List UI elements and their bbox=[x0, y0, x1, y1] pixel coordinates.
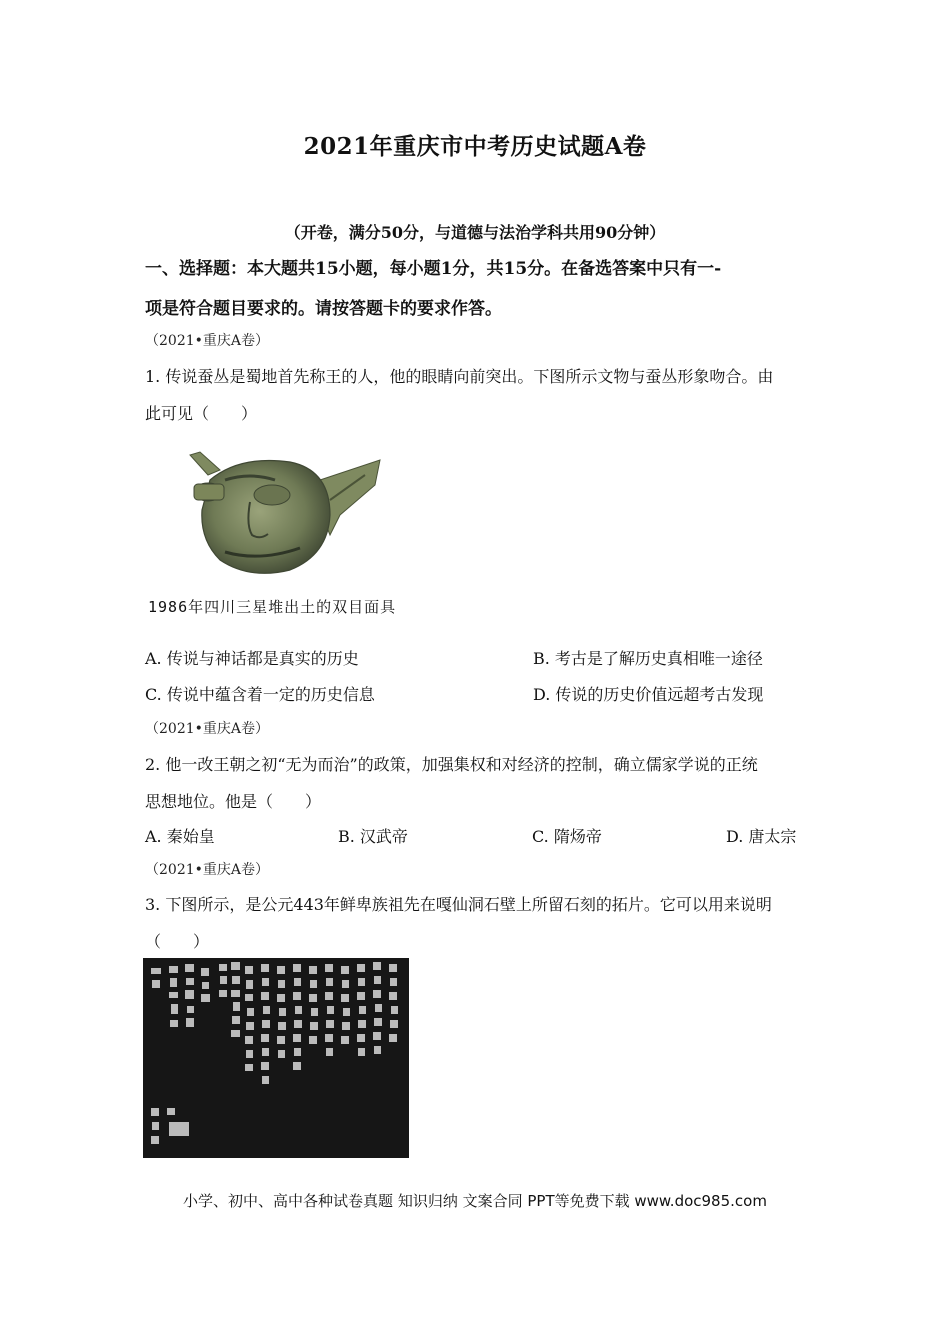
mask-image-caption: 1986年四川三星堆出土的双目面具 bbox=[148, 598, 397, 616]
question-1-text-line2: 此可见（ ） bbox=[145, 404, 258, 423]
bronze-mask-image bbox=[180, 440, 390, 590]
question-1-option-b: B. 考古是了解历史真相唯一途径 bbox=[533, 649, 763, 668]
stone-inscription-rubbing-image bbox=[143, 958, 409, 1158]
section-heading-line2: 项是符合题目要求的。请按答题卡的要求作答。 bbox=[145, 299, 502, 319]
question-2-option-a: A. 秦始皇 bbox=[145, 827, 215, 846]
question-2-text-line1: 2. 他一改王朝之初“无为而治”的政策，加强集权和对经济的控制，确立儒家学说的正统 bbox=[145, 755, 758, 774]
question-3-text-line1: 3. 下图所示，是公元443年鲜卑族祖先在嘎仙洞石壁上所留石刻的拓片。它可以用来说明 bbox=[145, 895, 772, 914]
exam-subtitle: （开卷，满分50分，与道德与法治学科共用90分钟） bbox=[284, 223, 666, 242]
question-3-source: （2021•重庆A卷） bbox=[145, 862, 269, 878]
question-2-source: （2021•重庆A卷） bbox=[145, 721, 269, 737]
question-2-option-c: C. 隋炀帝 bbox=[532, 827, 602, 846]
question-2-option-d: D. 唐太宗 bbox=[726, 827, 797, 846]
question-1-source: （2021•重庆A卷） bbox=[145, 333, 269, 349]
question-1-option-d: D. 传说的历史价值远超考古发现 bbox=[533, 685, 764, 704]
question-2-text-line2: 思想地位。他是（ ） bbox=[145, 792, 322, 811]
section-heading-line1: 一、选择题：本大题共15小题，每小题1分，共15分。在备选答案中只有一- bbox=[145, 259, 722, 279]
page-title: 2021年重庆市中考历史试题A卷 bbox=[303, 133, 647, 160]
question-3-text-line2: （ ） bbox=[145, 932, 210, 951]
question-1-text-line1: 1. 传说蚕丛是蜀地首先称王的人，他的眼睛向前突出。下图所示文物与蚕丛形象吻合。由 bbox=[145, 367, 774, 386]
question-2-option-b: B. 汉武帝 bbox=[338, 827, 408, 846]
page-footer: 小学、初中、高中各种试卷真题 知识归纳 文案合同 PPT等免费下载 www.doc985.com bbox=[183, 1192, 767, 1210]
question-1-option-a: A. 传说与神话都是真实的历史 bbox=[145, 649, 359, 668]
question-1-option-c: C. 传说中蕴含着一定的历史信息 bbox=[145, 685, 375, 704]
